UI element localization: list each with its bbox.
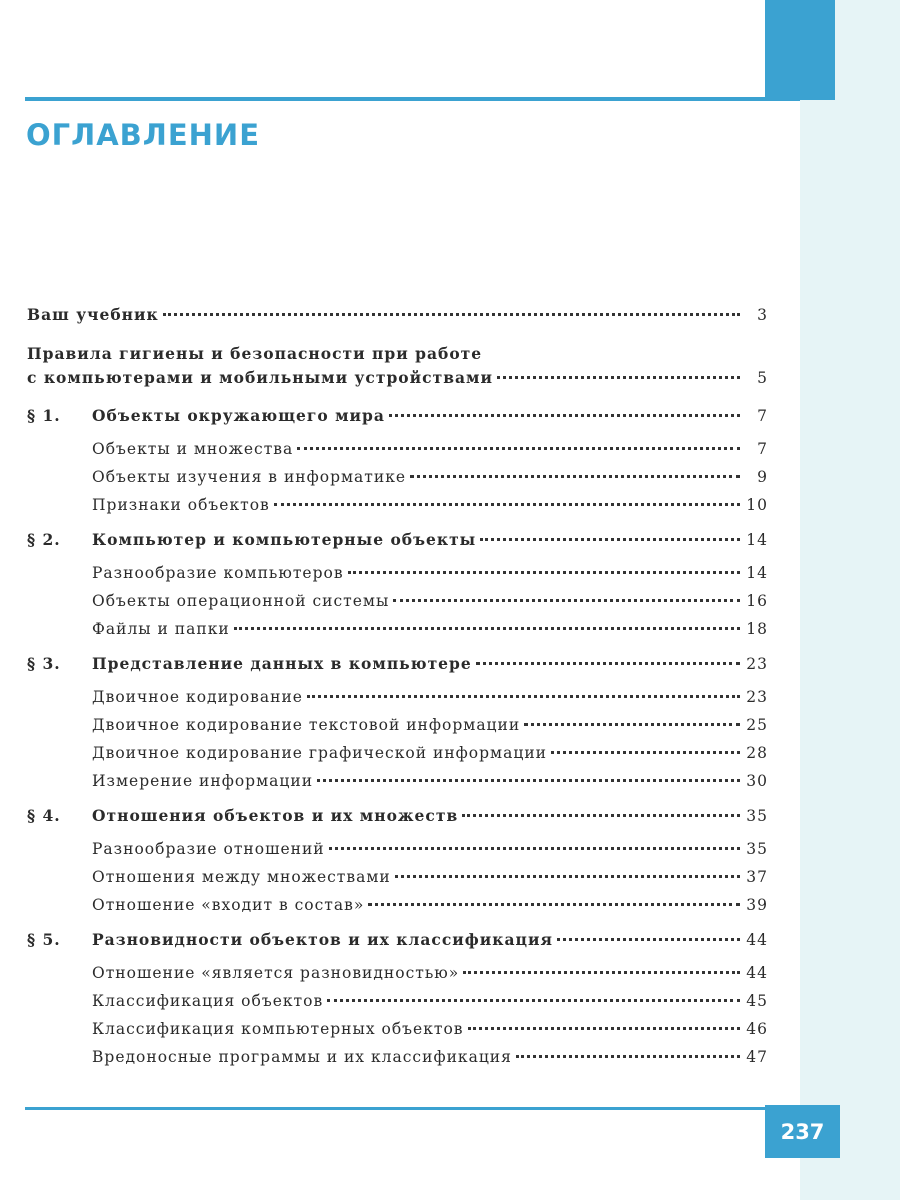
toc-entry-page: 30	[746, 772, 768, 790]
toc-entry-page: 45	[746, 992, 768, 1010]
toc-entry-text: Ваш учебник	[27, 305, 159, 324]
toc-subentry[interactable]	[0, 892, 800, 918]
page-number: 237	[765, 1105, 840, 1158]
toc-entry-text: Отношения объектов и их множеств	[92, 806, 459, 825]
toc-entry-text: Объекты окружающего мира	[92, 406, 385, 425]
dot-leader	[463, 971, 740, 974]
dot-leader	[468, 1027, 740, 1030]
toc-subentry[interactable]	[0, 836, 800, 862]
toc-entry-page: 9	[757, 468, 768, 486]
toc-entry-page: 44	[746, 931, 768, 949]
toc-entry-page: 47	[746, 1048, 768, 1066]
toc-subentry[interactable]	[0, 464, 800, 490]
toc-entry-text: Отношение «является разновидностью»	[92, 964, 460, 982]
dot-leader	[557, 938, 740, 941]
toc-entry-text: Вредоносные программы и их классификация	[92, 1048, 512, 1066]
dot-leader	[368, 903, 740, 906]
dot-leader	[410, 475, 740, 478]
dot-leader	[497, 376, 740, 379]
toc-subentry[interactable]	[0, 1016, 800, 1042]
corner-tab	[765, 0, 835, 100]
toc-entry-text: Классификация компьютерных объектов	[92, 1020, 464, 1038]
toc-subentry[interactable]	[0, 436, 800, 462]
dot-leader	[393, 599, 740, 602]
toc-entry[interactable]	[0, 365, 800, 391]
toc-entry-page: 10	[746, 496, 768, 514]
dot-leader	[516, 1055, 740, 1058]
toc-entry-text: Объекты изучения в информатике	[92, 468, 407, 486]
toc-entry-page: 3	[757, 306, 768, 324]
dot-leader	[274, 503, 740, 506]
toc-entry-text: Представление данных в компьютере	[92, 654, 472, 673]
section-number: § 1.	[27, 406, 61, 425]
toc-entry-page: 5	[757, 369, 768, 387]
dot-leader	[476, 662, 740, 665]
section-number: § 4.	[27, 806, 61, 825]
toc-entry-page: 7	[757, 407, 768, 425]
toc-subentry[interactable]	[0, 988, 800, 1014]
toc-entry-page: 16	[746, 592, 768, 610]
toc-subentry[interactable]	[0, 492, 800, 518]
toc-entry-text: Разновидности объектов и их классификация	[92, 930, 553, 949]
toc-entry-text: Двоичное кодирование текстовой информации	[92, 716, 521, 734]
dot-leader	[163, 313, 740, 316]
toc-entry-page: 14	[746, 564, 768, 582]
dot-leader	[462, 814, 740, 817]
toc-subentry[interactable]	[0, 560, 800, 586]
dot-leader	[524, 723, 740, 726]
dot-leader	[317, 779, 740, 782]
toc-section[interactable]	[0, 927, 800, 953]
toc-subentry[interactable]	[0, 684, 800, 710]
toc-entry-text-line1: Правила гигиены и безопасности при работе	[27, 344, 483, 363]
toc-section[interactable]	[0, 403, 800, 429]
toc-entry-text: Объекты операционной системы	[92, 592, 390, 610]
toc-entry-page: 35	[746, 840, 768, 858]
toc-entry-page: 23	[746, 655, 768, 673]
dot-leader	[348, 571, 740, 574]
dot-leader	[307, 695, 740, 698]
toc-section[interactable]	[0, 651, 800, 677]
toc-subentry[interactable]	[0, 1044, 800, 1070]
toc-section[interactable]	[0, 527, 800, 553]
section-number: § 5.	[27, 930, 61, 949]
dot-leader	[395, 875, 740, 878]
toc-entry-text: Разнообразие компьютеров	[92, 564, 344, 582]
dot-leader	[329, 847, 740, 850]
toc-entry-text: Признаки объектов	[92, 496, 270, 514]
toc-subentry[interactable]	[0, 864, 800, 890]
section-number: § 2.	[27, 530, 61, 549]
toc-entry-text: Файлы и папки	[92, 620, 230, 638]
toc-entry-page: 7	[757, 440, 768, 458]
dot-leader	[389, 414, 740, 417]
toc-entry-page: 28	[746, 744, 768, 762]
toc-entry-text: Двоичное кодирование	[92, 688, 303, 706]
toc-entry-text: Двоичное кодирование графической информации	[92, 744, 547, 762]
dot-leader	[297, 447, 740, 450]
toc-entry-text: Классификация объектов	[92, 992, 324, 1010]
toc-subentry[interactable]	[0, 616, 800, 642]
section-number: § 3.	[27, 654, 61, 673]
toc-entry-page: 18	[746, 620, 768, 638]
toc-entry-text: Отношение «входит в состав»	[92, 896, 365, 914]
page-title: ОГЛАВЛЕНИЕ	[26, 118, 261, 152]
toc-subentry[interactable]	[0, 768, 800, 794]
toc-entry-page: 35	[746, 807, 768, 825]
toc-entry-page: 44	[746, 964, 768, 982]
toc-entry-text: Объекты и множества	[92, 440, 294, 458]
toc-entry-text: Отношения между множествами	[92, 868, 391, 886]
toc-entry-page: 46	[746, 1020, 768, 1038]
toc-entry-text: Измерение информации	[92, 772, 314, 790]
toc-entry-page: 39	[746, 896, 768, 914]
dot-leader	[551, 751, 740, 754]
toc-section[interactable]	[0, 803, 800, 829]
toc-subentry[interactable]	[0, 712, 800, 738]
dot-leader	[234, 627, 740, 630]
toc-entry-text: Компьютер и компьютерные объекты	[92, 530, 477, 549]
bottom-rule	[25, 1107, 765, 1110]
toc-entry-text: с компьютерами и мобильными устройствами	[27, 368, 493, 387]
dot-leader	[327, 999, 740, 1002]
top-rule	[25, 97, 800, 101]
toc-entry-page: 25	[746, 716, 768, 734]
toc-entry-text: Разнообразие отношений	[92, 840, 325, 858]
page-edge-strip	[800, 0, 900, 1200]
toc-entry-page: 23	[746, 688, 768, 706]
toc-subentry[interactable]	[0, 588, 800, 614]
toc-entry-page: 14	[746, 531, 768, 549]
dot-leader	[480, 538, 740, 541]
toc-subentry[interactable]	[0, 960, 800, 986]
toc-entry-page: 37	[746, 868, 768, 886]
toc-subentry[interactable]	[0, 740, 800, 766]
toc-entry[interactable]	[0, 302, 800, 328]
